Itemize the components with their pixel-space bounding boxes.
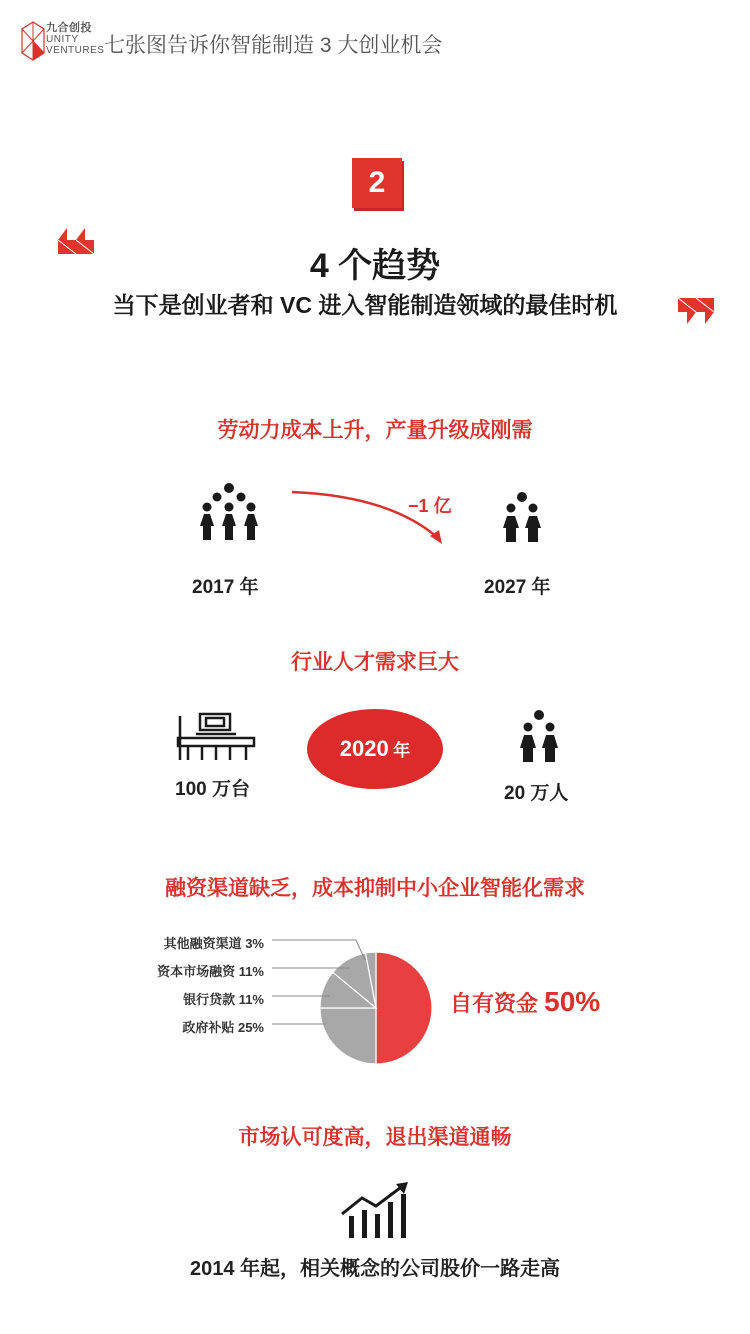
funding-pie-chart [0,920,750,1080]
trend1-title: 劳动力成本上升，产量升级成刚需 [217,419,533,442]
pie-highlight-value: 50% [544,986,601,1017]
page-title: 七张图告诉你智能制造 3 大创业机会 [104,34,443,57]
pie-label-bank-loan: 银行贷款 11% [183,992,264,1007]
pie-label-capital-market: 资本市场融资 11% [157,964,264,979]
logo-text [46,23,104,56]
logo-en-2: VENTURES [46,45,105,56]
trend2-machines: 100 万台 [175,779,250,800]
trend1-year-from: 2017 年 [192,577,259,598]
badge-number: 2 [368,166,386,199]
pie-label-other: 其他融资渠道 3% [163,936,264,951]
trend1-year-to: 2027 年 [484,577,551,598]
talent-people-icon [518,710,560,762]
logo-cn: 九合创投 [46,22,92,34]
section-subtitle: 当下是创业者和 VC 进入智能制造领域的最佳时机 [112,292,618,318]
trend2-people: 20 万人 [504,783,569,804]
pie-highlight-label: 自有资金 [450,991,539,1016]
trend1-change: −1 亿 [408,496,452,516]
machine-icon [176,712,256,762]
year-2020-oval [307,709,443,789]
section-title: 4 个趋势 [309,247,441,285]
logo [20,20,46,67]
pie-slice-1 [320,1008,376,1064]
rising-stock-chart-icon [340,1180,412,1240]
section-number-badge [352,158,402,208]
pie-slice-0 [376,952,432,1064]
trend2-year-unit: 年 [393,741,411,760]
pie-highlight [450,986,600,1018]
trend2-title: 行业人才需求巨大 [291,651,459,674]
crowd-large-icon [198,482,260,542]
logo-en-1: UNITY [46,34,79,45]
trend3-title: 融资渠道缺乏，成本抑制中小企业智能化需求 [165,877,585,900]
trend2-year: 2020 [339,736,389,761]
crowd-small-icon [502,492,542,542]
trend4-title: 市场认可度高，退出渠道通畅 [238,1126,512,1149]
logo-mark-icon [20,20,46,62]
pie-leader-other [272,940,365,960]
trend4-caption: 2014 年起，相关概念的公司股价一路走高 [189,1258,561,1280]
pie-label-government: 政府补贴 25% [182,1020,264,1035]
